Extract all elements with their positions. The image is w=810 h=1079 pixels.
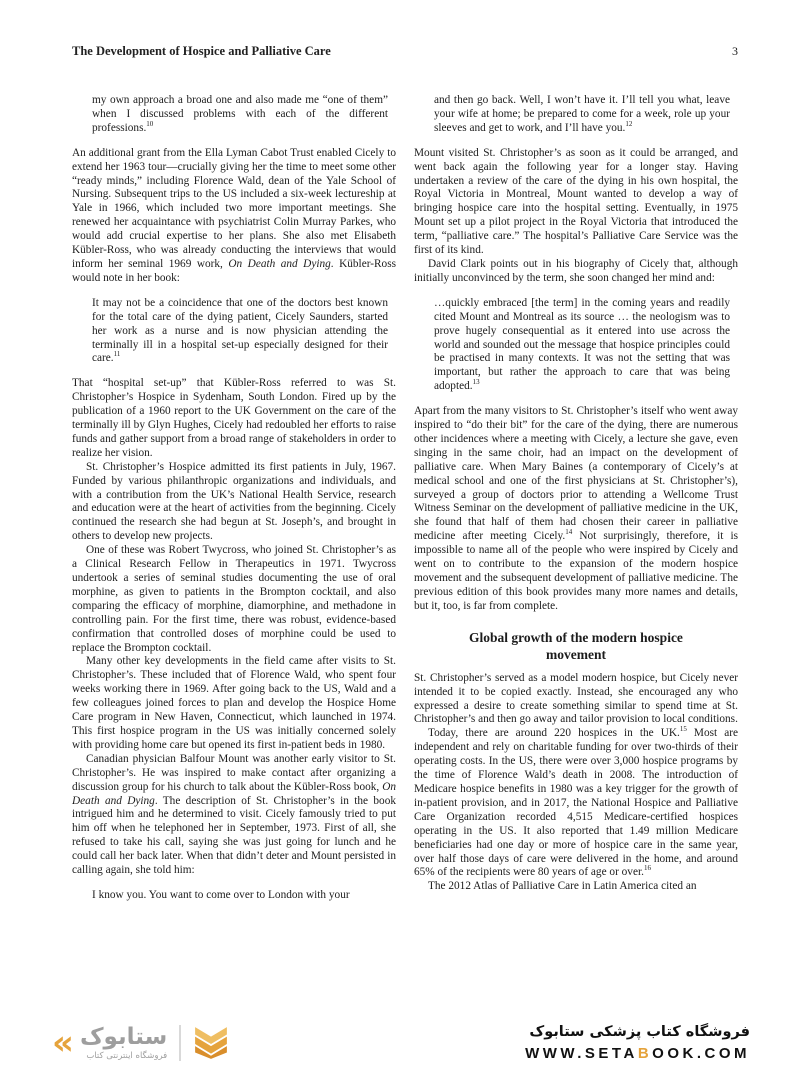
publisher-logo [52,1025,229,1061]
logo-text-wrap [80,1025,167,1061]
footer-branding [0,1017,810,1079]
body-paragraph: The 2012 Atlas of Palliative Care in Latin America cited an [428,880,697,893]
body-paragraph: That “hospital set-up” that Kübler-Ross referred to was St. Christopher’s Hospice in Sydenham, South London. Fired up by the publication of a 1960 report to the UK Government on the care of the terminally ill by Glyn Hughes, Cicely had redoubled her efforts to raise funds and gather support from a broad range of stakeholders in order to realize her vision. [72,377,396,459]
body-paragraph: David Clark points out in his biography of Cicely that, although initially unconvinced by the term, she soon changed her mind and: [414,257,738,284]
body-paragraph: St. Christopher’s served as a model modern hospice, but Cicely never intended it to be copied exactly. Instead, she encouraged any who expressed a desire to create something similar to spend time at St. Christopher’s and then go away and tailor provision to local conditions. [414,671,738,726]
double-chevron-icon: « [52,1023,74,1063]
stacked-chevron-icon [193,1027,229,1059]
block-quote: and then go back. Well, I won’t have it. I’ll tell you what, leave your wife at home; be prepared to come for a week, role up your sleeves and get to work, and I’ll have you.$^{12}$ [434,94,730,134]
logo-subtitle: فروشگاه اینترنتی کتاب [86,1051,168,1061]
page-header [0,0,810,59]
footer-divider [179,1025,181,1061]
block-quote: my own approach a broad one and also made me “one of them” when I discussed problems with each of the different professions.$^{10}$ [92,94,388,134]
url-seta: SETA [584,1045,638,1062]
section-heading: Global growth of the modern hospice movement [469,629,683,662]
left-column [72,83,396,914]
body-paragraph: Apart from the many visitors to St. Christopher’s itself who went away inspired to “do their bit” for the care of the dying, there are numerous other incidences where a meeting with Cicely, a lecture she gave, even singing in the same choir, had an impact on the development of palliative care. When Mary Baines (a contemporary of Cicely’s at medical school and one of the first physicians at St. Christopher’s), surveyed a group of doctors prior to attending a Wellcome Trust Witness Seminar on the development of palliative medicine in the UK, she found that half of them had chosen their career in palliative medicine after meeting Cicely.$^{14}$ Not surprisingly, therefore, it is impossible to name all of the people who were inspired by Cicely and went on to contribute to the expansion of the modern hospice movement and the subsequent development of palliative medicine. The previous edition of this book provides many more names and details, but it, too, is far from complete. [414,405,738,612]
right-column [414,83,738,914]
block-quote: I know you. You want to come over to London with your [92,888,350,901]
url-www: WWW. [525,1045,585,1062]
store-url [525,1045,750,1062]
store-title: فروشگاه کتاب پزشکی ستابوک [529,1024,750,1040]
running-head: The Development of Hospice and Palliative Care [72,44,331,58]
store-title-block [525,1024,750,1062]
logo-main [52,1025,167,1061]
body-paragraph: St. Christopher’s Hospice admitted its first patients in July, 1967. Funded by various philanthropic organizations and individuals, and with a contribution from the UK’s National Health Service, research and education were at the heart of activities from the beginning. Cicely continued the research she had begun at St. Joseph’s, and brought in others to develop new projects. [72,460,396,543]
url-accent-letter: B [637,1045,653,1062]
page-number: 3 [732,44,738,58]
body-paragraph: Canadian physician Balfour Mount was another early visitor to St. Christopher’s. He was inspired to make contact after organizing a discussion group for his church to talk about the Kübler-Ross book, On Death and Dying. The description of St. Christopher’s in the book intrigued him and he determined to visit. Cicely famously tried to put him off when he telephoned her in September, 1973. First of all, she refused to take his call, saying she was just going for lunch and he could call her back later. When that didn’t deter and Mount persisted in calling again, she told him: [72,752,396,877]
logo-text: ستابوک [79,1024,168,1050]
body-paragraph: One of these was Robert Twycross, who joined St. Christopher’s as a Clinical Research Fellow in Therapeutics in 1971. Twycross undertook a series of seminal studies documenting the use of oral morphine, as given to patients in the Brompton cocktail, and also comparing the efficacy of morphine, diamorphine, and methadone in controlling pain. For the first time, there was robust, evidence-based confirmation that controlled doses of morphine could be used to replace the Brompton cocktail. [72,544,396,654]
block-quote: …quickly embraced [the term] in the coming years and readily cited Mount and Montreal as its source … the neologism was to prove hugely consequential as it entered into use across the world and sounded out the message that hospice principles could be practised in many contexts. It was not the setting that was important, but rather the approach to care that was being adopted.$^{13}$ [434,296,730,393]
block-quote: It may not be a coincidence that one of the doctors best known for the total care of the dying patient, Cicely Saunders, started her work as a nurse and is now physician attending the terminally ill in a hospital set-up especially designed for their care.$^{11}$ [92,296,388,365]
body-paragraph: An additional grant from the Ella Lyman Cabot Trust enabled Cicely to extend her 1963 tour—crucially giving her the time to meet some other “ready minds,” including Florence Wald, dean of the Yale School of Nursing. Subsequent trips to the US included a six-week lectureship at Yale in 1966, which included two more important meetings. She renewed her acquaintance with psychiatrist Colin Murray Parkes, who would add crucial expertise to her plans. She also met Elisabeth Kübler-Ross, who was already conducting the interviews that would inform her seminal 1969 work, On Death and Dying. Kübler-Ross would note in her book: [72,146,396,284]
body-paragraph: Mount visited St. Christopher’s as soon as it could be arranged, and went back again the following year for a longer stay. Having undertaken a review of the care of the dying in his own hospital, the Royal Victoria in Montreal, Mount wanted to develop a way of bringing hospice care into the hospital setting. Eventually, in 1975 Mount set up a pilot project in the Royal Victoria that introduced the term, “palliative care.” The hospital’s Palliative Care Service was the first of its kind. [414,146,738,257]
body-paragraph: Many other key developments in the field came after visits to St. Christopher’s. These included that of Florence Wald, who spent four weeks working there in 1969. After going back to the US, Wald and a few colleagues joined forces to plan and develop the Hospice Home Care program in New Haven, Connecticut, which launched in 1974. This first hospice program in the US was initially concerned solely with providing home care but opened its first in-patient beds in 1980. [72,655,396,751]
text-columns [0,59,810,914]
url-rest: OOK.COM [652,1045,750,1062]
body-paragraph: Today, there are around 220 hospices in the UK.$^{15}$ Most are independent and rely on charitable funding for over two-thirds of their operating costs. In the US, there were over 3,000 hospice programs by the time of Florence Wald’s death in 2008. The introduction of Medicare hospice benefits in 1980 was a key trigger for the growth of in-patient provision, and in 2017, the National Hospice and Palliative Care Organization recorded 4,515 Medicare-certified hospices operating in the US. It also reported that 1.49 million Medicare beneficiaries had one day or more of hospice care in the same year, over half those days of care were delivered in the home, and around 65% of the recipients were 80 years of age or over.$^{16}$ [414,725,738,879]
